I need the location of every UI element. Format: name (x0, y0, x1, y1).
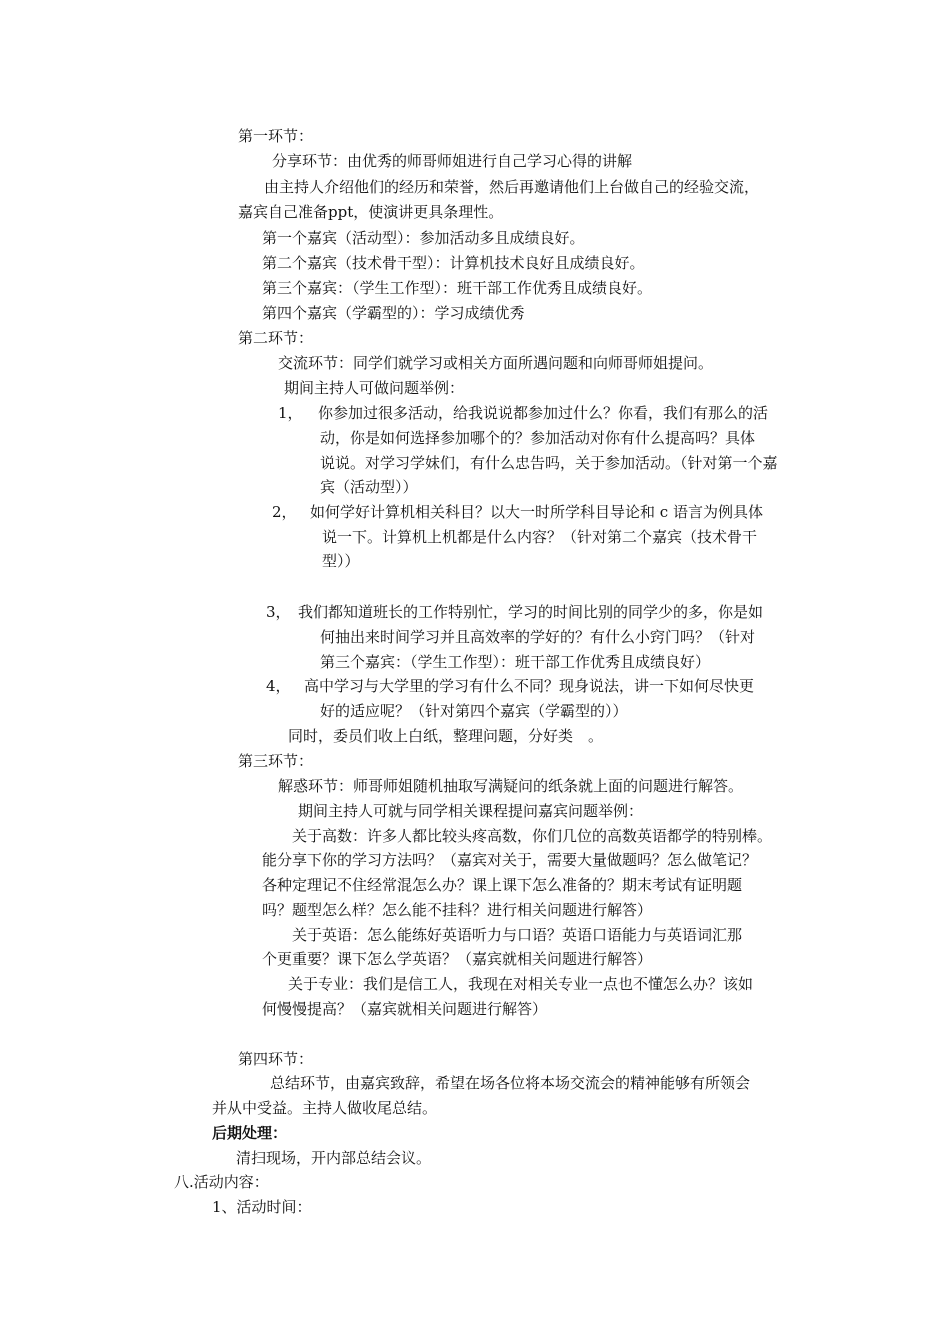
question-line: 我们都知道班长的工作特别忙，学习的时间比别的同学少的多，你是如 (298, 603, 764, 621)
post-heading: 后期处理： (212, 1124, 288, 1142)
section4-summary-line: 并从中受益。主持人做收尾总结。 (212, 1099, 438, 1117)
section2-examples-intro: 期间主持人可做问题举例： (284, 379, 465, 397)
question-line: 型）） (322, 552, 360, 570)
section1-intro-line: 由主持人介绍他们的经历和荣誉，然后再邀请他们上台做自己的经验交流， (264, 178, 760, 196)
question-line: 动，你是如何选择参加哪个的？参加活动对你有什么提高吗？具体 (320, 429, 756, 447)
question-line: 你参加过很多活动，给我说说都参加过什么？你看，我们有那么的活 (318, 404, 769, 422)
question-line: 宾（活动型）） (320, 478, 418, 496)
math-topic-line: 能分享下你的学习方法吗？（嘉宾对关于，需要大量做题吗？怎么做笔记？ (262, 851, 758, 869)
section3-title: 解惑环节：师哥师姐随机抽取写满疑问的纸条就上面的问题进行解答。 (278, 777, 744, 795)
section3-examples-intro: 期间主持人可就与同学相关课程提问嘉宾问题举例： (298, 802, 644, 820)
guest-item: 第二个嘉宾（技术骨干型）：计算机技术良好且成绩良好。 (262, 254, 645, 272)
part8-heading: 八.活动内容： (174, 1173, 269, 1191)
question-line: 说一下。计算机上机都是什么内容？（针对第二个嘉宾（技术骨干 (322, 528, 758, 546)
guest-item: 第一个嘉宾（活动型）：参加活动多且成绩良好。 (262, 229, 585, 247)
major-topic-line: 关于专业：我们是信工人，我现在对相关专业一点也不懂怎么办？该如 (288, 975, 754, 993)
question-number: 4， (266, 677, 291, 695)
section4-heading: 第四环节： (238, 1050, 314, 1068)
math-topic-line: 关于高数：许多人都比较头疼高数，你们几位的高数英语都学的特别棒。 (292, 827, 773, 845)
guest-item: 第四个嘉宾（学霸型的）：学习成绩优秀 (262, 304, 525, 322)
post-text: 清扫现场，开内部总结会议。 (236, 1149, 432, 1167)
section3-heading: 第三环节： (238, 752, 314, 770)
english-topic-line: 关于英语：怎么能练好英语听力与口语？英语口语能力与英语词汇那 (292, 926, 743, 944)
question-line: 何抽出来时间学习并且高效率的学好的？有什么小窍门吗？（针对 (320, 628, 756, 646)
question-line: 第三个嘉宾：（学生工作型）：班干部工作优秀且成绩良好） (320, 653, 711, 671)
section2-heading: 第二环节： (238, 329, 314, 347)
math-topic-line: 各种定理记不住经常混怎么办？课上课下怎么准备的？期末考试有证明题 (262, 876, 743, 894)
question-line: 高中学习与大学里的学习有什么不同？现身说法，讲一下如何尽快更 (304, 677, 755, 695)
guest-item: 第三个嘉宾：（学生工作型）：班干部工作优秀且成绩良好。 (262, 279, 653, 297)
major-topic-line: 何慢慢提高？（嘉宾就相关问题进行解答） (262, 1000, 548, 1018)
section1-intro-line: 嘉宾自己准备ppt，使演讲更具条理性。 (238, 203, 504, 221)
question-number: 1， (278, 404, 303, 422)
section1-heading: 第一环节： (238, 127, 314, 145)
question-line: 说说。对学习学妹们，有什么忠告吗，关于参加活动。（针对第一个嘉 (320, 454, 778, 472)
section4-summary-line: 总结环节，由嘉宾致辞，希望在场各位将本场交流会的精神能够有所领会 (270, 1074, 751, 1092)
question-line: 好的适应呢？（针对第四个嘉宾（学霸型的）） (320, 702, 628, 720)
question-number: 3， (266, 603, 291, 621)
section2-title: 交流环节：同学们就学习或相关方面所遇问题和向师哥师姐提问。 (278, 354, 714, 372)
part8-item: 1、活动时间： (212, 1198, 312, 1216)
section1-title: 分享环节：由优秀的师哥师姐进行自己学习心得的讲解 (272, 152, 633, 170)
question-number: 2， (272, 503, 297, 521)
math-topic-line: 吗？题型怎么样？怎么能不挂科？进行相关问题进行解答） (262, 901, 653, 919)
question-line: 如何学好计算机相关科目？以大一时所学科目导论和 c 语言为例具体 (310, 503, 763, 521)
english-topic-line: 个更重要？课下怎么学英语？（嘉宾就相关问题进行解答） (262, 950, 653, 968)
section2-closing: 同时，委员们收上白纸，整理问题，分好类 。 (288, 727, 604, 745)
